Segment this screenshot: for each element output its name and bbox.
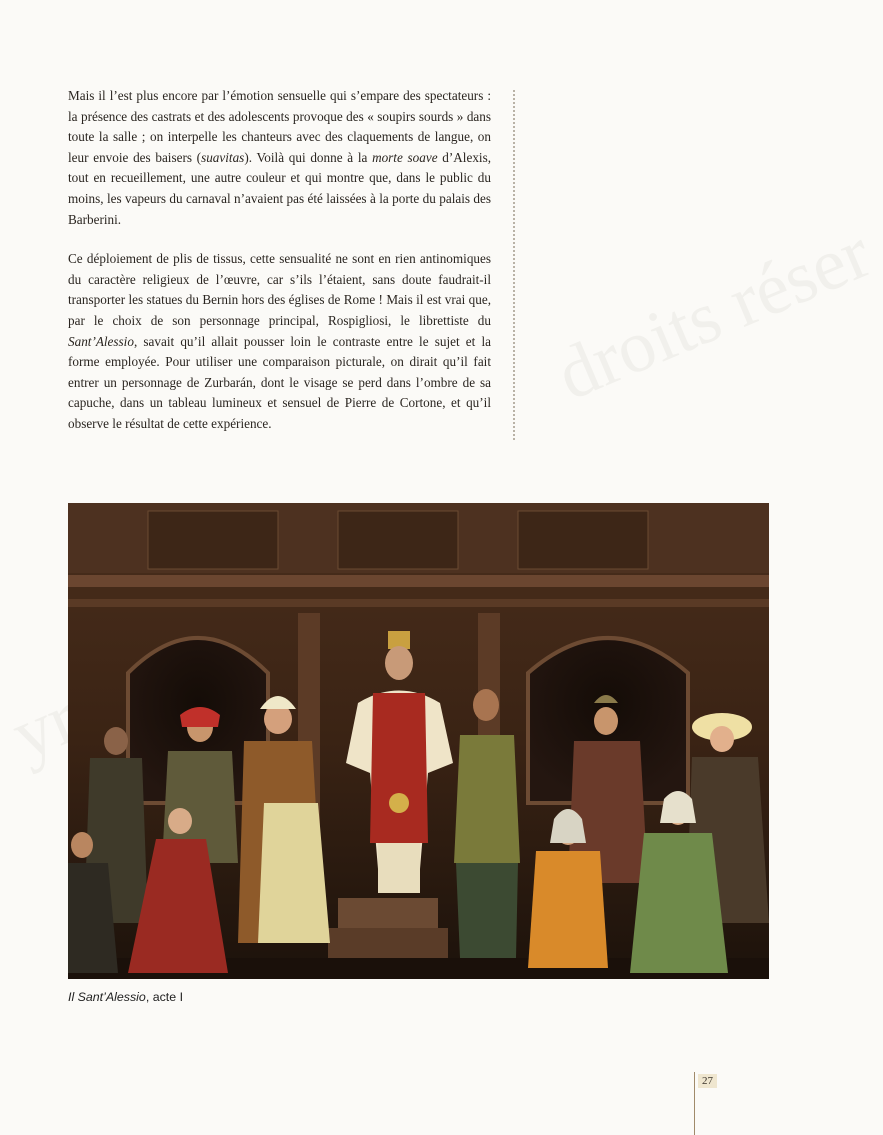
page-number-rule [694,1072,695,1135]
text-segment-italic: morte soave [372,149,438,165]
text-segment: ). Voilà qui donne à la [244,149,373,165]
caption-title: Il Sant’Alessio [68,990,146,1004]
watermark: yri [0,668,109,777]
caption-rest: , acte I [145,990,184,1004]
text-segment: Mais il l’est plus encore par l’émotion sensuelle qui s’empare des spectateurs : la présence des castrats et des adolescents provoque des « soupirs sourds » dans toute la salle ; on interpelle les chanteurs avec des claquements de langue, on leur envoie des baisers ( [68,88,491,165]
page-number: 27 [698,1074,717,1088]
body-text [68,86,491,435]
paragraph-1 [68,86,491,230]
text-segment: d’Alexis, tout en recueillement, une autre couleur et qui montre que, dans le public du moins, les vapeurs du carnaval n’avaient pas été laissées à la porte du palais des Barberini. [68,149,491,227]
watermark: droits réser [545,211,882,417]
text-segment: , savait qu’il allait pousser loin le contraste entre le sujet et la forme employée. Pour utiliser une comparaison picturale, on dirait qu’il fait entrer un personnage de Zurbarán, dont le visage se perd dans l’ombre de sa capuche, dans un tableau lumineux et sensuel de Pierre de Cortone, et qu’il observe le résultat de cette expérience. [68,333,491,431]
text-segment: Ce déploiement de plis de tissus, cette sensualité ne sont en rien antinomiques du caractère religieux de l’œuvre, car s’ils l’étaient, sans doute faudrait-il transporter les statues du Bernin hors des églises de Rome ! Mais il est vrai que, par le choix de son personnage principal, Rospigliosi, le librettiste du [68,251,491,328]
margin-dotted-rule [513,90,515,440]
stage-photo [68,503,769,979]
text-segment-italic: Sant’Alessio [68,333,134,349]
paragraph-2 [68,249,491,434]
photo-caption [68,990,183,1004]
text-segment-italic: suavitas [201,149,245,165]
